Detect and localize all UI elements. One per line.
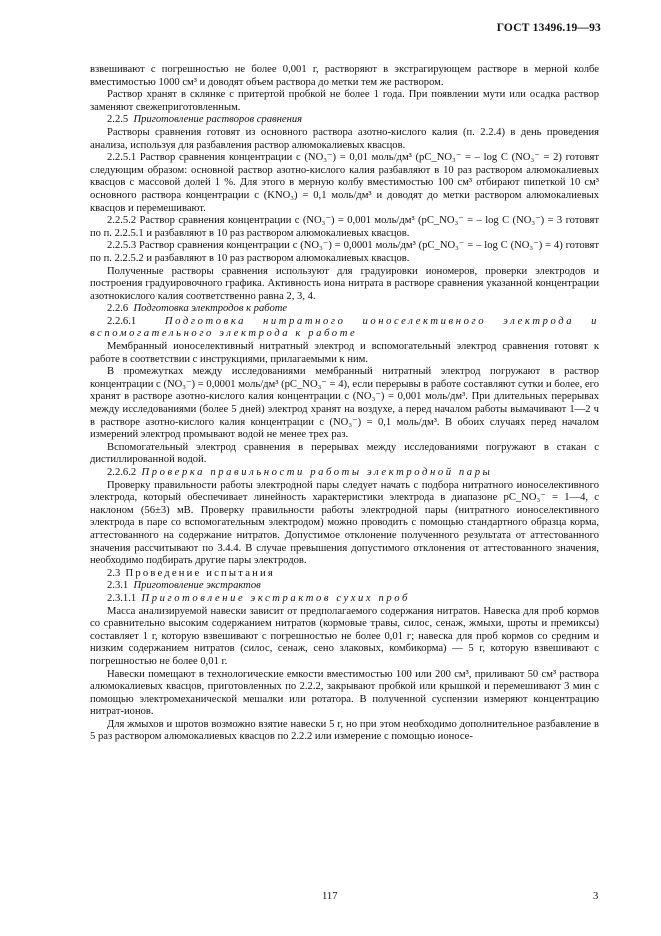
section-heading (90, 303, 599, 316)
document-body (90, 64, 599, 744)
paragraph: 2.2.5.1 Раствор сравнения концентрации c (NO₃⁻) = 0,01 моль/дм³ (pC_NO₃⁻ = – log C (NO₃⁻ = 2) готовят следующим образом: основной раствор азотно-кислого калия разбавляют в 10 раз раствором алюмокалиевых квасцов с массовой долей 1 %. Для этого в мерную колбу вместимостью 100 см³ отбирают пипеткой 10 см³ основного раствора концентрации c (KNO₃) = 0,1 моль/дм³ и доводят до метки раствором алюмокалиевых квасцов и перемешивают. (90, 152, 599, 214)
section-number: 2.2.6.1 (107, 315, 137, 327)
paragraph: Мембранный ионоселективный нитратный электрод и вспомогательный электрод сравнения готовят к работе в соответствии с инструкциями, прилагаемыми к ним. (90, 341, 599, 365)
section-title: Приготовление экстрактов (133, 580, 261, 592)
section-title: Приготовление экстрактов сухих проб (141, 592, 410, 604)
section-heading (90, 568, 599, 581)
section-heading (90, 316, 599, 341)
sheet-number: 3 (593, 891, 599, 902)
section-number: 2.2.6.2 (107, 467, 137, 478)
paragraph: Раствор хранят в склянке с притертой пробкой не более 1 года. При появлении мути или осадка раствор заменяют свежеприготовленным. (90, 89, 599, 113)
paragraph: Вспомогательный электрод сравнения в перерывах между исследованиями погружают в стакан с дистиллированной водой. (90, 441, 599, 466)
section-title: Приготовление растворов сравнения (133, 114, 303, 126)
section-number: 2.3.1.1 (107, 592, 137, 604)
section-title: Проверка правильности работы электродной пары (141, 467, 493, 478)
section-heading (90, 467, 599, 480)
section-heading (90, 114, 599, 127)
paragraph: Масса анализируемой навески зависит от предполагаемого содержания нитратов. Навеска для проб кормов со сравнительно высоким содержанием нитратов (кормовые травы, силос, сенаж, жмыхи, шроты и премиксы) составляет 1 г, которую взвешивают с погрешностью не более 0,01 г; навеска для проб кормов со средним и низким содержанием нитратов (силос, сенаж, сено злаковых, комбикорма) — 5 г, которую взвешивают с погрешностью не более 0,01 г. (90, 605, 599, 667)
paragraph: Полученные растворы сравнения используют для градуировки иономеров, проверки электродов и построения градуировочного графика. Активность иона нитрата в растворе сравнения указанной концентрации азотнокислого калия соответственно равна 2, 3, 4. (90, 265, 599, 302)
paragraph: В промежутках между исследованиями мембранный нитратный электрод погружают в раствор концентрации c (NO₃⁻) = 0,0001 моль/дм³ (pC_NO₃⁻ = 4), если перерывы в работе составляют сутки и более, его хранят в растворе азотно-кислого калия концентрации c (NO₃⁻) = 0,001 моль/дм³. При длительных перерывах между исследованиями (более 5 дней) электрод хранят на воздухе, а перед началом работы вымачивают 1—2 ч в растворе азотно-кислого калия концентрации c (NO₃⁻) = 0,1 моль/дм³. В обоих случаях перед началом измерений электрод промывают водой не менее трех раз. (90, 366, 599, 441)
paragraph: Для жмыхов и шротов возможно взятие навески 5 г, но при этом необходимо дополнительное разбавление в 5 раз раствором алюмокалиевых квасцов по 2.2.2 или измерение с помощью ионосе- (90, 718, 599, 743)
paragraph: Навески помещают в технологические емкости вместимостью 100 или 200 см³, приливают 50 см³ раствора алюмокалиевых квасцов, приготовленных по 2.2.2, закрывают пробкой или крышкой и перемешивают 3 мин с помощью электромеханической мешалки или ротатора. В полученной суспензии измеряют концентрацию нитрат-ионов. (90, 668, 599, 718)
section-number: 2.2.5 (107, 114, 129, 126)
section-heading (90, 580, 599, 593)
section-number: 2.2.6 (107, 303, 129, 315)
paragraph: взвешивают с погрешностью не более 0,001 г, растворяют в экстрагирующем растворе в мерной колбе вместимостью 1000 см³ и доводят объем раствора до метки тем же раствором. (90, 64, 599, 88)
paragraph: 2.2.5.3 Раствор сравнения концентрации c (NO₃⁻) = 0,0001 моль/дм³ (pC_NO₃⁻ = – log C (NO₃⁻) = 4) готовят по п. 2.2.5.2 и разбавляют в 10 раз раствором алюмокалиевых квасцов. (90, 240, 599, 264)
section-number: 2.3.1 (107, 580, 129, 592)
section-title: Проведение испытания (125, 567, 275, 579)
section-title: Подготовка электродов к работе (133, 303, 288, 315)
paragraph: Растворы сравнения готовят из основного раствора азотно-кислого калия (п. 2.2.4) в день проведения анализа, используя для разбавления раствор алюмокалиевых квасцов. (90, 126, 599, 151)
paragraph: 2.2.5.2 Раствор сравнения концентрации c (NO₃⁻) = 0,001 моль/дм³ (pC_NO₃⁻ = – log C (NO₃⁻) = 3 готовят по п. 2.2.5.1 и разбавляют в 10 раз раствором алюмокалиевых квасцов. (90, 215, 599, 239)
document-header: ГОСТ 13496.19—93 (496, 22, 601, 34)
paragraph: Проверку правильности работы электродной пары следует начать с подбора нитратного ионоселективного электрода, который обеспечивает линейность характеристики электрода в диапазоне pC_NO₃⁻ = 1—4, с наклоном (56±3) мВ. Проверку правильности работы электродной пары (нитратного ионоселективного электрода в паре со вспомогательным электродом) можно проводить с помощью стандартного образца корма, аттестованного на содержание нитратов. Допустимое отклонение полученного результата от аттестованного значения рассчитывают по 3.4.4. В случае превышения допустимого отклонения от аттестованного значения, необходимо подбирать другие пары электродов. (90, 479, 599, 567)
section-title: Подготовка нитратного ионоселективного электрода и вспомогательного электрода к работе (90, 315, 599, 340)
page-number: 117 (322, 891, 338, 902)
section-number: 2.3 (107, 567, 121, 579)
section-heading (90, 593, 599, 606)
